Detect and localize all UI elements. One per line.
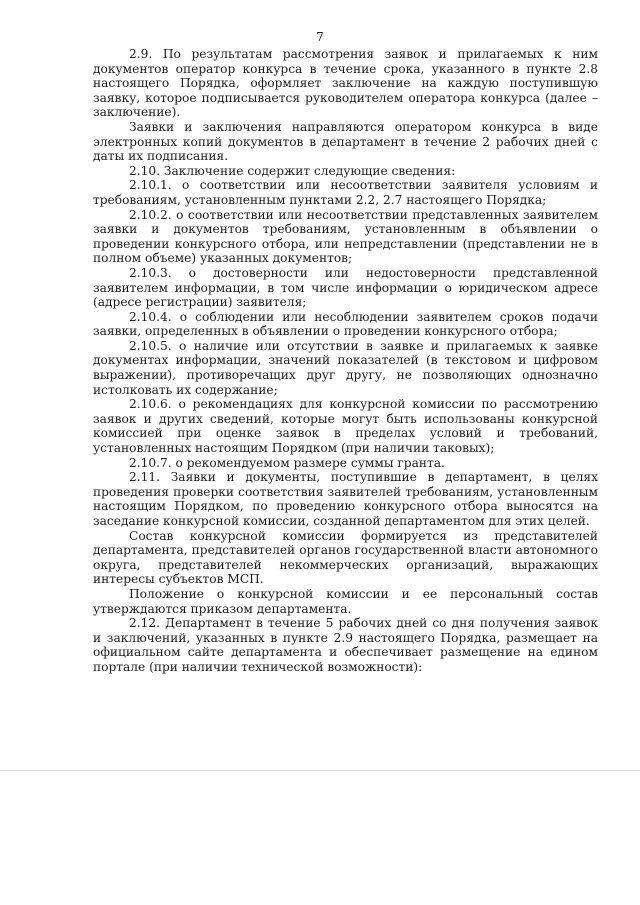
paragraph-2-10-5: 2.10.5. о наличие или отсутствии в заявке и прилагаемых к заявке документах информации, значений показателей (в текстовом и цифровом выражении), противоречащих друг другу, не позволяющих однозначно истолковать их содержание; — [93, 338, 598, 397]
paragraph-commission-composition: Состав конкурсной комиссии формируется из представителей департамента, представителей органов государственной власти автономного округа, представителей некоммерческих организаций, выражающих интересы субъектов МСП. — [93, 528, 598, 587]
paragraph-2-12: 2.12. Департамент в течение 5 рабочих дней со дня получения заявок и заключений, указанных в пункте 2.9 настоящего Порядка, размещает на официальном сайте департамента и обеспечивает размещение на едином портале (при наличии технической возможности): — [93, 616, 598, 674]
paragraph-2-10: 2.10. Заключение содержит следующие сведения: — [129, 163, 456, 178]
paragraph-2-11: 2.11. Заявки и документы, поступившие в департамент, в целях проведения проверки соответствия заявителей требованиям, установленным настоящим Порядком, по проведению конкурсного отбора выносятся на заседание конкурсной комиссии, созданной департаментом для этих целей. — [93, 470, 598, 528]
paragraph-commission-regulation: Положение о конкурсной комиссии и ее персональный состав утверждаются приказом департамента. — [93, 586, 598, 616]
paragraph-2-10-3: 2.10.3. о достоверности или недостоверности представленной заявителем информации, в том числе информации о юридическом адресе (адресе регистрации) заявителя; — [93, 265, 598, 310]
paragraph-submission: Заявки и заключения направляются оператором конкурса в виде электронных копий документов в департамент в течение 2 рабочих дней с даты их подписания. — [93, 119, 598, 164]
paragraph-2-10-2: 2.10.2. о соответствии или несоответствии представленных заявителем заявки и документов требованиям, установленным в объявлении о проведении конкурсного отбора, или непредставлении (представлении не в полном объеме) указанных документов; — [93, 207, 598, 266]
paragraph-2-9: 2.9. По результатам рассмотрения заявок и прилагаемых к ним документов оператор конкурса в течение срока, указанного в пункте 2.8 настоящего Порядка, оформляет заключение на каждую поступившую заявку, которое подписывается руководителем оператора конкурса (далее – заключение). — [93, 47, 598, 120]
paragraph-2-10-1: 2.10.1. о соответствии или несоответствии заявителя условиям и требованиям, установленным пунктами 2.2, 2.7 настоящего Порядка; — [93, 178, 598, 207]
document-body — [93, 47, 598, 675]
paragraph-2-10-6: 2.10.6. о рекомендациях для конкурсной комиссии по рассмотрению заявок и других сведений, которые могут быть использованы конкурсной комиссией при оценке заявок в пределах условий и требований, установленных настоящим Порядком (при наличии таковых); — [93, 397, 598, 456]
paragraph-2-10-4: 2.10.4. о соблюдении или несоблюдении заявителем сроков подачи заявки, определенных в объявлении о проведении конкурсного отбора; — [93, 309, 598, 339]
page-number: 7 — [316, 30, 324, 44]
paragraph-2-10-7: 2.10.7. о рекомендуемом размере суммы гранта. — [129, 455, 445, 470]
